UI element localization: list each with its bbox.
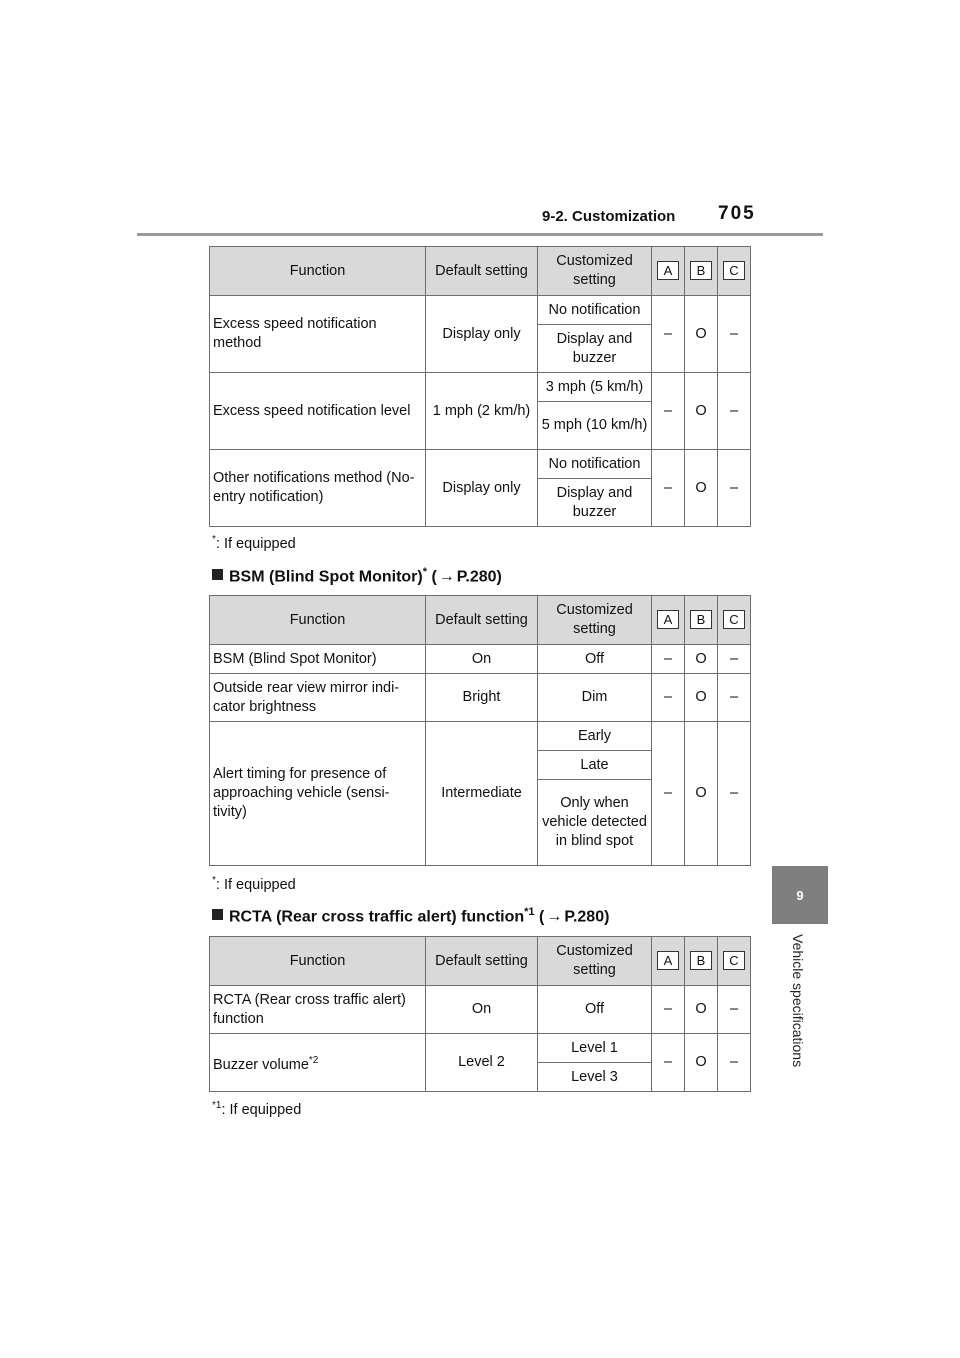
col-b: B bbox=[685, 247, 718, 296]
footnote: *: If equipped bbox=[212, 534, 296, 552]
col-b: B bbox=[685, 937, 718, 986]
col-c: C bbox=[718, 596, 751, 645]
cell-default: 1 mph (2 km/h) bbox=[426, 373, 538, 450]
cell-function: RCTA (Rear cross traffic alert) function bbox=[210, 986, 426, 1034]
section-heading-rcta: RCTA (Rear cross traffic alert) function$^{*1}$ ( → P.280) bbox=[212, 906, 609, 926]
cell-option: Early bbox=[538, 722, 652, 751]
cell-option: Level 3 bbox=[538, 1063, 652, 1092]
cell-a: – bbox=[652, 986, 685, 1034]
cell-a: – bbox=[652, 722, 685, 866]
col-default: Default setting bbox=[426, 247, 538, 296]
cell-function: Outside rear view mirror indi-cator brightness bbox=[210, 674, 426, 722]
cell-function: Excess speed notification method bbox=[210, 296, 426, 373]
cell-a: – bbox=[652, 1034, 685, 1092]
table-row bbox=[210, 674, 751, 722]
col-b: B bbox=[685, 596, 718, 645]
cell-b: O bbox=[685, 450, 718, 527]
cell-a: – bbox=[652, 674, 685, 722]
header-rule bbox=[137, 233, 823, 236]
cell-default: Display only bbox=[426, 296, 538, 373]
cell-default: On bbox=[426, 986, 538, 1034]
cell-c: – bbox=[718, 986, 751, 1034]
cell-option: Level 1 bbox=[538, 1034, 652, 1063]
col-c: C bbox=[718, 247, 751, 296]
cell-b: O bbox=[685, 986, 718, 1034]
cell-default: Level 2 bbox=[426, 1034, 538, 1092]
cell-function: Excess speed notification level bbox=[210, 373, 426, 450]
col-customized: Customized setting bbox=[538, 596, 652, 645]
cell-option: Display and buzzer bbox=[538, 479, 652, 527]
col-default: Default setting bbox=[426, 596, 538, 645]
cell-c: – bbox=[718, 373, 751, 450]
square-bullet-icon bbox=[212, 909, 223, 920]
square-bullet-icon bbox=[212, 569, 223, 580]
table-row bbox=[210, 1034, 751, 1063]
cell-option: Late bbox=[538, 751, 652, 780]
cell-option: Dim bbox=[538, 674, 652, 722]
table-bsm bbox=[209, 595, 751, 866]
cell-a: – bbox=[652, 450, 685, 527]
cell-function: Buzzer volume$^{*2}$ bbox=[210, 1034, 426, 1092]
arrow-icon: → bbox=[438, 568, 455, 586]
cell-function: Other notifications method (No-entry notification) bbox=[210, 450, 426, 527]
cell-c: – bbox=[718, 722, 751, 866]
table-row bbox=[210, 986, 751, 1034]
col-c: C bbox=[718, 937, 751, 986]
cell-b: O bbox=[685, 1034, 718, 1092]
cell-option: Off bbox=[538, 986, 652, 1034]
cell-option: Off bbox=[538, 645, 652, 674]
cell-option: Only when vehicle detected in blind spot bbox=[538, 780, 652, 866]
table-row bbox=[210, 450, 751, 479]
cell-b: O bbox=[685, 645, 718, 674]
cell-a: – bbox=[652, 296, 685, 373]
table-speed-notification bbox=[209, 246, 751, 527]
col-a: A bbox=[652, 937, 685, 986]
page-reference[interactable]: P.280 bbox=[564, 908, 605, 926]
section-title: 9-2. Customization bbox=[542, 208, 676, 225]
cell-function: Alert timing for presence of approaching vehicle (sensi-tivity) bbox=[210, 722, 426, 866]
footnote: $^{*1}$: If equipped bbox=[212, 1100, 302, 1118]
col-function: Function bbox=[210, 937, 426, 986]
cell-c: – bbox=[718, 450, 751, 527]
cell-default: Intermediate bbox=[426, 722, 538, 866]
cell-b: O bbox=[685, 296, 718, 373]
cell-b: O bbox=[685, 722, 718, 866]
footnote: *: If equipped bbox=[212, 875, 296, 893]
table-row bbox=[210, 645, 751, 674]
col-function: Function bbox=[210, 596, 426, 645]
cell-default: Bright bbox=[426, 674, 538, 722]
cell-b: O bbox=[685, 674, 718, 722]
cell-c: – bbox=[718, 1034, 751, 1092]
col-customized: Customized setting bbox=[538, 937, 652, 986]
cell-function: BSM (Blind Spot Monitor) bbox=[210, 645, 426, 674]
cell-default: On bbox=[426, 645, 538, 674]
col-function: Function bbox=[210, 247, 426, 296]
cell-option: No notification bbox=[538, 296, 652, 325]
arrow-icon: → bbox=[546, 908, 563, 926]
cell-c: – bbox=[718, 296, 751, 373]
cell-option: 3 mph (5 km/h) bbox=[538, 373, 652, 402]
cell-a: – bbox=[652, 373, 685, 450]
cell-option: No notification bbox=[538, 450, 652, 479]
table-rcta bbox=[209, 936, 751, 1092]
chapter-label: Vehicle specifications bbox=[790, 934, 806, 1068]
cell-default: Display only bbox=[426, 450, 538, 527]
cell-c: – bbox=[718, 645, 751, 674]
cell-option: 5 mph (10 km/h) bbox=[538, 402, 652, 450]
col-customized: Customized setting bbox=[538, 247, 652, 296]
cell-option: Display and buzzer bbox=[538, 325, 652, 373]
section-heading-bsm: BSM (Blind Spot Monitor)* ( → P.280) bbox=[212, 566, 502, 586]
cell-b: O bbox=[685, 373, 718, 450]
cell-a: – bbox=[652, 645, 685, 674]
table-row bbox=[210, 296, 751, 325]
page-reference[interactable]: P.280 bbox=[456, 568, 497, 586]
col-a: A bbox=[652, 247, 685, 296]
col-a: A bbox=[652, 596, 685, 645]
page-number: 705 bbox=[718, 203, 756, 224]
col-default: Default setting bbox=[426, 937, 538, 986]
table-row bbox=[210, 373, 751, 402]
cell-c: – bbox=[718, 674, 751, 722]
table-row bbox=[210, 722, 751, 751]
chapter-tab[interactable]: 9 bbox=[772, 866, 828, 924]
